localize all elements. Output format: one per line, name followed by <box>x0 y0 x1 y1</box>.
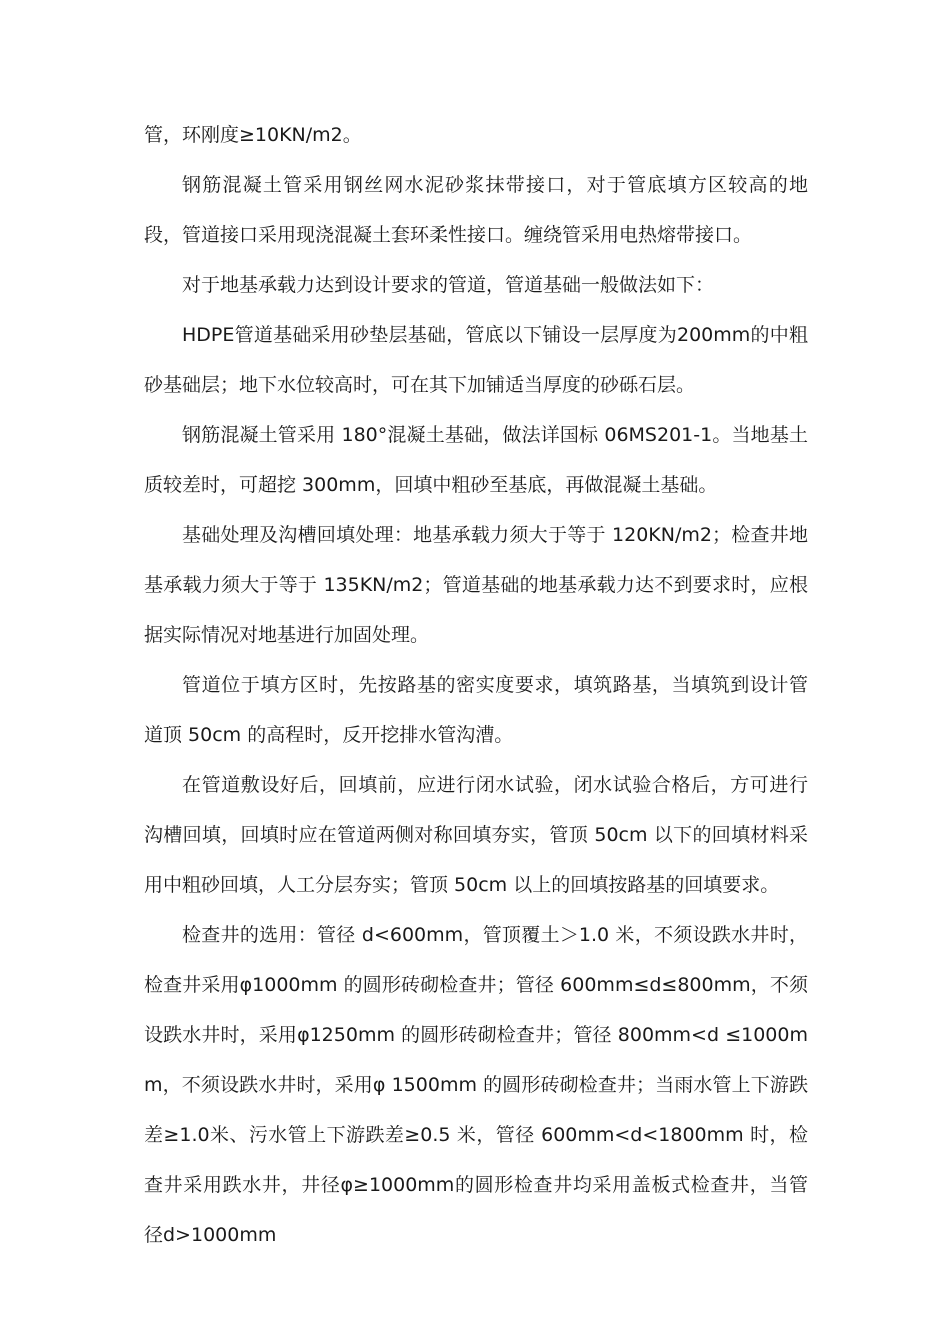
paragraph-joint-method: 钢筋混凝土管采用钢丝网水泥砂浆抹带接口，对于管底填方区较高的地段，管道接口采用现浇混凝土套环柔性接口。缠绕管采用电热熔带接口。 <box>144 174 808 246</box>
paragraph-backfill: 在管道敷设好后，回填前，应进行闭水试验，闭水试验合格后，方可进行沟槽回填，回填时应在管道两侧对称回填夯实，管顶 50cm 以下的回填材料采用中粗砂回填，人工分层夯实；管顶 50cm 以上的回填按路基的回填要求。 <box>144 774 808 896</box>
paragraph-inspection-well: 检查井的选用：管径 d<600mm，管顶覆土＞1.0 米，不须设跌水井时，检查井采用φ1000mm 的圆形砖砌检查井；管径 600mm≤d≤800mm，不须设跌水井时，采用φ1250mm 的圆形砖砌检查井；管径 800mm<d ≤1000mm，不须设跌水井时，采用φ 1500mm 的圆形砖砌检查井；当雨水管上下游跌差≥1.0米、污水管上下游跌差≥0.5 米，管径 600mm<d<1800mm 时，检查井采用跌水井，井径φ≥1000mm的圆形检查井均采用盖板式检查井，当管径d>1000mm <box>144 924 808 1246</box>
paragraph-fill-zone: 管道位于填方区时，先按路基的密实度要求，填筑路基，当填筑到设计管道顶 50cm 的高程时，反开挖排水管沟漕。 <box>144 674 808 746</box>
paragraph-foundation-intro: 对于地基承载力达到设计要求的管道，管道基础一般做法如下： <box>182 274 715 296</box>
paragraph-foundation-treatment: 基础处理及沟槽回填处理：地基承载力须大于等于 120KN/m2；检查井地基承载力须大于等于 135KN/m2；管道基础的地基承载力达不到要求时，应根据实际情况对地基进行加固处理。 <box>144 524 808 646</box>
paragraph-concrete-foundation: 钢筋混凝土管采用 180°混凝土基础，做法详国标 06MS201-1。当地基土质较差时，可超挖 300mm，回填中粗砂至基底，再做混凝土基础。 <box>144 424 808 496</box>
document-body <box>144 110 808 1260</box>
paragraph-hdpe-foundation: HDPE管道基础采用砂垫层基础，管底以下铺设一层厚度为200mm的中粗砂基础层；地下水位较高时，可在其下加铺适当厚度的砂砾石层。 <box>144 324 808 396</box>
paragraph-ring-stiffness: 管，环刚度≥10KN/m2。 <box>144 124 362 146</box>
